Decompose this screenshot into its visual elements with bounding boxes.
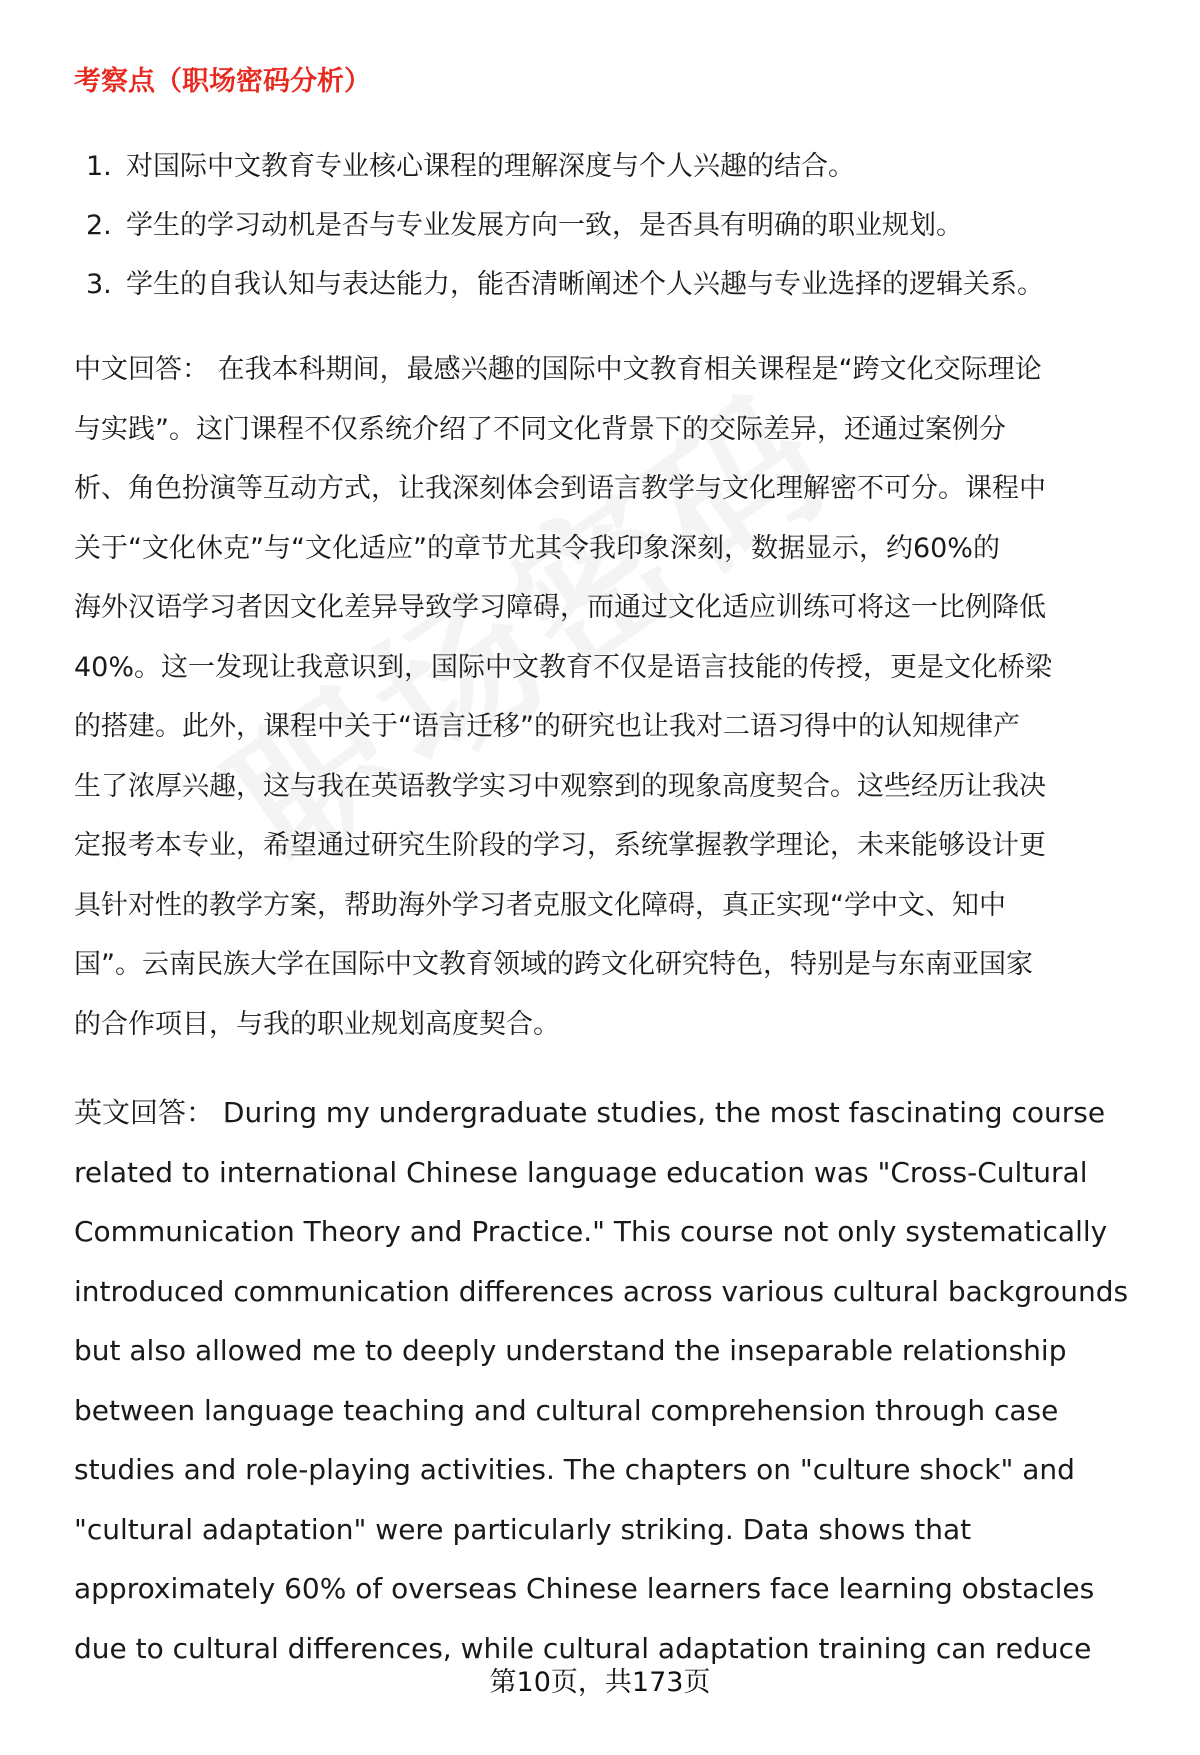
text-line: 与实践”。这门课程不仅系统介绍了不同文化背景下的交际差异，还通过案例分 xyxy=(74,413,1006,445)
text-line: 生了浓厚兴趣，这与我在英语教学实习中观察到的现象高度契合。这些经历让我决 xyxy=(74,770,1046,802)
list-item-number: 1. xyxy=(86,151,112,182)
text-line: introduced communication differences across various cultural backgrounds xyxy=(74,1274,1129,1308)
text-line: between language teaching and cultural comprehension through case xyxy=(74,1393,1059,1427)
text-line: "cultural adaptation" were particularly striking. Data shows that xyxy=(74,1512,972,1546)
text-line: studies and role-playing activities. The chapters on "culture shock" and xyxy=(74,1453,1075,1486)
text-line: due to cultural differences, while cultural adaptation training can reduce xyxy=(74,1631,1092,1665)
text-line: 具针对性的教学方案，帮助海外学习者克服文化障碍，真正实现“学中文、知中 xyxy=(74,889,1006,921)
english-answer xyxy=(74,1083,1154,1678)
list-item-text: 对国际中文教育专业核心课程的理解深度与个人兴趣的结合。 xyxy=(126,151,855,182)
text-line: 海外汉语学习者因文化差异导致学习障碍，而通过文化适应训练可将这一比例降低 xyxy=(74,592,1046,623)
text-line: approximately 60% of overseas Chinese learners face learning obstacles xyxy=(74,1572,1095,1605)
page-number: 第10页，共173页 xyxy=(489,1667,711,1698)
text-line: 析、角色扮演等互动方式，让我深刻体会到语言教学与文化理解密不可分。课程中 xyxy=(74,473,1046,504)
text-line: 英文回答： During my undergraduate studies, the most fascinating course xyxy=(74,1096,1106,1129)
section-title: 考察点（职场密码分析） xyxy=(74,66,371,97)
list-item xyxy=(74,255,1154,314)
list-item-text: 学生的学习动机是否与专业发展方向一致，是否具有明确的职业规划。 xyxy=(126,210,963,241)
text-line: Communication Theory and Practice." This course not only systematically xyxy=(74,1215,1108,1248)
text-line: 的合作项目，与我的职业规划高度契合。 xyxy=(74,1008,560,1040)
text-line: 中文回答： 在我本科期间，最感兴趣的国际中文教育相关课程是“跨文化交际理论 xyxy=(74,354,1042,385)
text-line: 国”。云南民族大学在国际中文教育领域的跨文化研究特色，特别是与东南亚国家 xyxy=(74,949,1033,980)
list-item-number: 3. xyxy=(86,269,112,300)
chinese-answer xyxy=(74,340,1154,1054)
list-item xyxy=(74,196,1154,255)
list-item xyxy=(74,137,1154,196)
text-line: but also allowed me to deeply understand the inseparable relationship xyxy=(74,1334,1067,1367)
text-line: 40%。这一发现让我意识到，国际中文教育不仅是语言技能的传授，更是文化桥梁 xyxy=(74,651,1053,683)
key-points-list xyxy=(74,137,1154,314)
text-line: related to international Chinese language education was "Cross-Cultural xyxy=(74,1155,1088,1189)
list-item-number: 2. xyxy=(86,210,112,241)
list-item-text: 学生的自我认知与表达能力，能否清晰阐述个人兴趣与专业选择的逻辑关系。 xyxy=(126,269,1044,300)
text-line: 定报考本专业，希望通过研究生阶段的学习，系统掌握教学理论，未来能够设计更 xyxy=(74,830,1046,861)
text-line: 的搭建。此外，课程中关于“语言迁移”的研究也让我对二语习得中的认知规律产 xyxy=(74,711,1020,742)
text-line: 关于“文化休克”与“文化适应”的章节尤其令我印象深刻，数据显示，约60%的 xyxy=(74,532,1000,564)
